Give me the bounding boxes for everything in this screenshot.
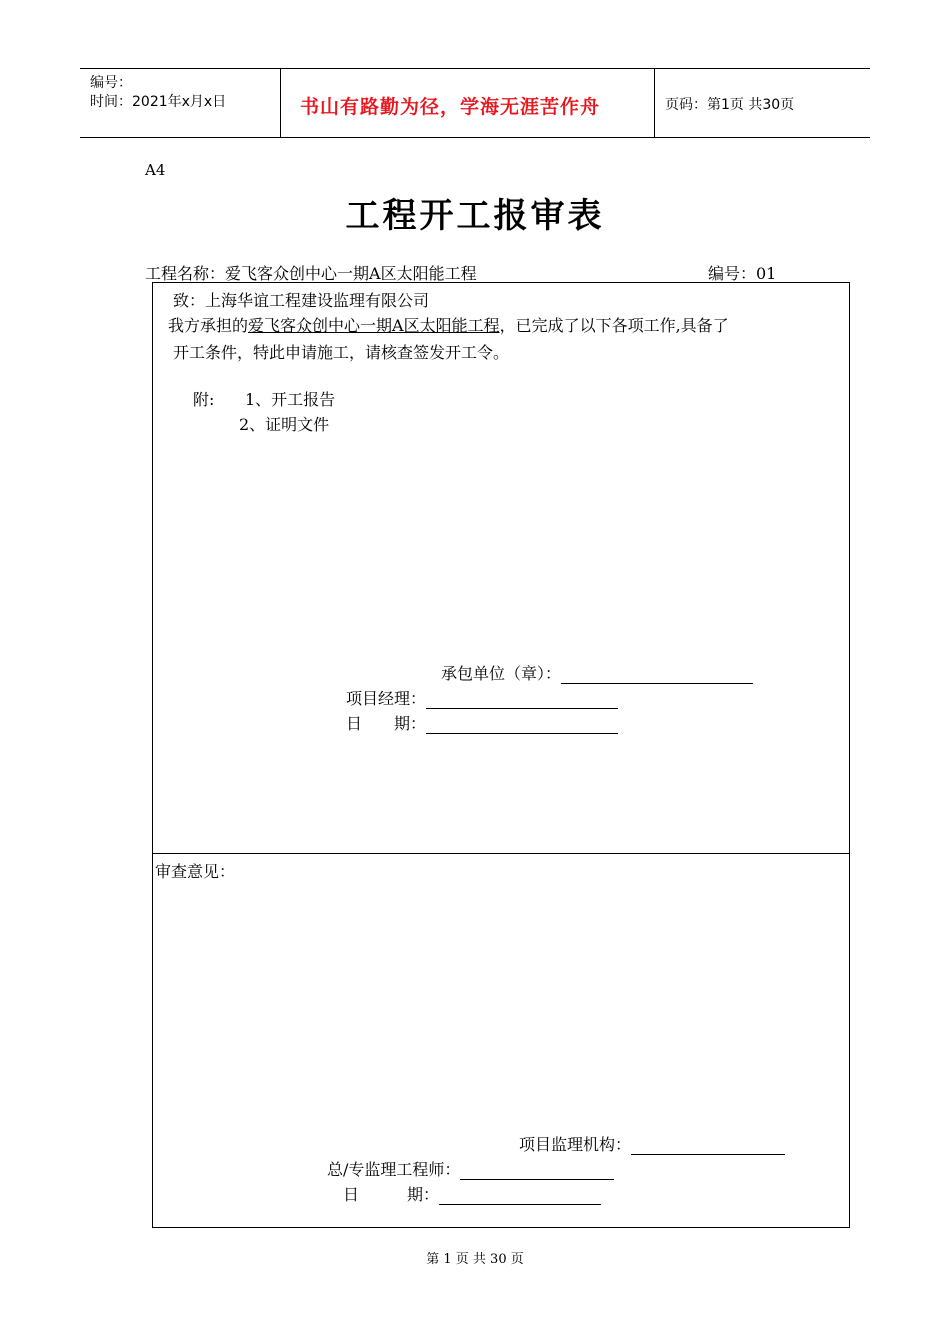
contractor-sign-row xyxy=(441,661,753,684)
supervision-org-row xyxy=(519,1132,785,1155)
supervision-org-field[interactable] xyxy=(631,1140,785,1155)
manager-sign-field[interactable] xyxy=(426,694,618,709)
review-date-label: 日 期： xyxy=(343,1185,440,1204)
header-time-label: 时间：2021年x月x日 xyxy=(90,94,227,110)
addressee-line: 致：上海华谊工程建设监理有限公司 xyxy=(173,291,430,310)
header-divider xyxy=(280,69,281,137)
body-suffix: ，已完成了以下各项工作,具备了 xyxy=(499,316,729,335)
header-divider xyxy=(654,69,655,137)
review-date-row xyxy=(343,1182,601,1205)
project-name-label: 工程名称： xyxy=(145,264,226,283)
header-page-info: 页码：第1页 共30页 xyxy=(665,97,795,113)
application-body-line2: 开工条件，特此申请施工，请核查签发开工令。 xyxy=(173,343,510,362)
paper-size-label: A4 xyxy=(145,161,166,179)
review-label: 审查意见： xyxy=(155,862,236,881)
project-name-value: 爱飞客众创中心一期A区太阳能工程 xyxy=(225,264,477,283)
manager-sign-row xyxy=(346,686,618,709)
section-divider xyxy=(153,853,849,854)
header-number-label: 编号： xyxy=(90,75,132,91)
application-date-label: 日 期： xyxy=(346,714,427,733)
attachment-item: 1、开工报告 xyxy=(245,390,336,409)
engineer-label: 总/专监理工程师： xyxy=(327,1160,461,1179)
header-motto: 书山有路勤为径，学海无涯苦作舟 xyxy=(300,96,601,118)
body-prefix: 我方承担的 xyxy=(168,316,249,335)
engineer-sign-field[interactable] xyxy=(460,1165,614,1180)
contractor-label: 承包单位（章）： xyxy=(441,664,562,683)
contractor-sign-field[interactable] xyxy=(561,669,753,684)
header-table xyxy=(80,68,870,138)
form-box xyxy=(152,282,850,1228)
page-footer: 第 1 页 共 30 页 xyxy=(426,1252,524,1267)
attachment-label: 附: xyxy=(193,390,215,409)
page-title: 工程开工报审表 xyxy=(345,196,605,236)
supervision-org-label: 项目监理机构： xyxy=(519,1135,632,1154)
application-body-line1 xyxy=(168,313,729,336)
body-project-name: 爱飞客众创中心一期A区太阳能工程 xyxy=(248,316,500,335)
application-date-row xyxy=(346,711,618,734)
review-date-field[interactable] xyxy=(439,1190,601,1205)
application-date-field[interactable] xyxy=(426,719,618,734)
serial-number: 编号：01 xyxy=(708,264,777,283)
manager-label: 项目经理： xyxy=(346,689,427,708)
engineer-sign-row xyxy=(327,1157,614,1180)
attachment-item: 2、证明文件 xyxy=(239,415,330,434)
project-name-line xyxy=(145,261,477,284)
